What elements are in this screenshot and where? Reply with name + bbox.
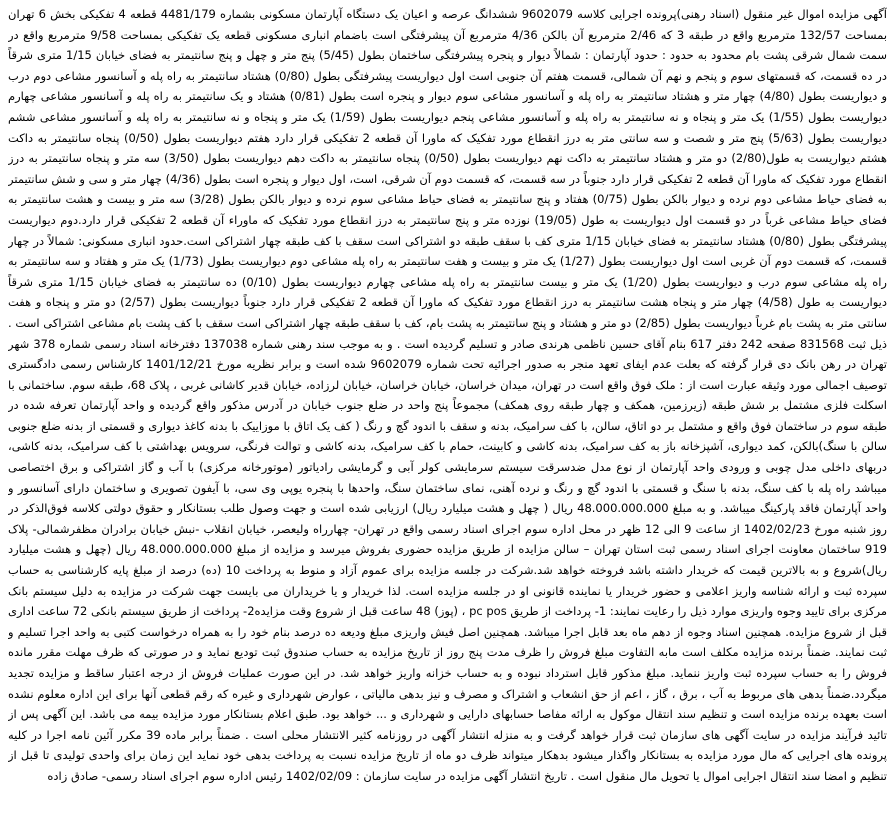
auction-notice-document	[8, 4, 887, 807]
auction-notice-text: آگهی مزایده اموال غیر منقول (اسناد رهنی)پرونده اجرایی کلاسه 9602079 ششدانگ عرصه و اعیان یک دستگاه آپارتمان مسکونی بشماره 4481/179 قطعه 4 تفکیکی بخش 6 تهران بمساحت 132/57 مترمربع واقع در طبقه 3 که 2/46 مترمربع آن بالکن 4/36 مترمربع آن پیشرفتگی است باضمام انباری مسکونی قطعه یک تفکیکی بمساحت 9/58 مترمربع واقع در سمت شمال شرقی پشت بام محدود به حدود : حدود آپارتمان : شمالاً دیوار و پنجره پیشرفتگی ساختمان بطول (5/45) پنج متر و چهل و پنج سانتیمتر به فضای خیابان 1/15 متری شرقاً در ده قسمت، که قسمتهای سوم و پنجم و نهم آن شمالی، قسمت هفتم آن جنوبی است اول دیواریست پیشرفتگی بطول (0/80) هشتاد سانتیمتر به راه پله و آسانسور مشاعی دوم درب و دیواریست بطول (4/80) چهار متر و هشتاد سانتیمتر به راه پله و آسانسور مشاعی سوم دیوار و پنجره است بطول (0/81) هشتاد و یک سانتیمتر به راه پله و آسانسور مشاعی چهارم دیواریست بطول (1/55) یک متر و پنجاه و نه سانتیمتر به راه پله و آسانسور مشاعی پنجم دیواریست بطول (1/59) یک متر و پنجاه و نه سانتیمتر به راه پله و آسانسور مشاعی ششم دیواریست بطول (5/63) پنج متر و شصت و سه سانتی متر به درز انقطاع مورد تفکیک که ماورا آن قطعه 2 تفکیکی قرار دارد هفتم دیواریست بطول (0/50) پنجاه سانتیمتر به داکت هشتم دیواریست به طول(2/80) دو متر و هشتاد سانتیمتر به داکت نهم دیواریست بطول (0/50) پنجاه سانتیمتر به داکت دهم دیواریست بطول (3/50) سه متر و پنجاه سانتیمتر به درز انقطاع مورد تفکیک که ماورا آن قطعه 2 تفکیکی قرار دارد جنوباً در سه قسمت، که قسمت دوم آن شرقی، است، اول دیوار و پنجره است بطول (4/36) چهار متر و سی و شش سانتیمتر به فضای حیاط مشاعی دوم نرده و دیوار بالکن بطول (0/75) هفتاد و پنج سانتیمتر به فضای حیاط مشاعی سوم نرده و دیوار بالکن بطول (3/28) سه متر و بیست و هشت سانتیمتر به فضای حیاط مشاعی غرباً در دو قسمت اول دیواریست به طول (19/05) نوزده متر و پنج سانتیمتر به درز انقطاع مورد تفکیک که ماوراء آن قطعه 2 تفکیکی قرار دارد.دوم دیواریست پیشرفتگی بطول (0/80) هشتاد سانتیمتر به فضای خیابان 1/15 متری کف با سقف طبقه دو اشتراکی است سقف با کف طبقه چهار اشتراکی است.حدود انباری مسکونی: شمالاً در چهار قسمت، که قسمت دوم آن غربی است اول دیواریست بطول (1/27) یک متر و بیست و هفت سانتیمتر به راه پله مشاعی دوم دیواریست بطول (1/73) یک متر و هفتاد و سه سانتیمتر به راه پله مشاعی سوم درب و دیواریست بطول (1/20) یک متر و بیست سانتیمتر به راه پله مشاعی چهارم دیواریست بطول (0/10) ده سانتیمتر به فضای خیابان 1/15 متری شرقاً دیواریست به طول (4/58) چهار متر و پنجاه هشت سانتیمتر به درز انقطاع مورد تفکیک که ماورا آن قطعه 2 تفکیکی قرار دارد جنوباً دیواریست بطول (2/57) دو متر و پنجاه و هفت سانتی متر به پشت بام غرباً دیواریست بطول (2/85) دو متر و هشتاد و پنج سانتیمتر به پشت بام، کف با سقف طبقه چهار اشتراکی است سقف با کف پشت بام مشاعی اشتراکی است . ذیل ثبت 831568 صفحه 242 دفتر 617 بنام آقای حسین ناظمی هرندی صادر و تسلیم گردیده است . و به موجب سند رهنی شماره 137038 دفترخانه اسناد رسمی شماره 378 شهر تهران در رهن بانک دی قرار گرفته که بعلت عدم ایفای تعهد منجر به صدور اجرائیه تحت شماره 9602079 شده است و برابر نظریه مورخ 1401/12/21 کارشناس رسمی دادگستری توصیف اجمالی مورد وثیقه عبارت است از : ملک فوق واقع است در تهران، میدان خراسان، خیابان خراسان، خیابان لرزاده، خیابان قدیر کاشانی غربی ، پلاک 68، طبقه سوم. ساختمانی با اسکلت فلزی مشتمل بر شش طبقه (زیرزمین، همکف و چهار طبقه روی همکف) مجموعاً پنج واحد در ضلع جنوب خیابان در آدرس مذکور واقع گردیده و واحد آپارتمان تعرفه شده در طبقه سوم در ساختمان فوق واقع و مشتمل بر دو اتاق، سالن، با کف سرامیک، بدنه و سقف با اندود گچ و رنگ ( کف یک اتاق با موزاییک با بدنه کاغذ دیواری و قسمتی از بدنه ضلع جنوبی سالن با سنگ)بالکن، کمد دیواری، آشپزخانه باز به کف سرامیک، بدنه کاشی و کابینت، حمام با کف سرامیک، بدنه کاشی و توالت فرنگی، سرویس بهداشتی با کف سرامیک، بدنه کاشی، دربهای داخلی مدل چوبی و ورودی واحد آپارتمان از نوع مدل ضدسرقت سیستم سرمایشی کولر آبی و گرمایشی رادیاتور (موتورخانه مرکزی) با آب و گاز اشتراکی و برق اختصاصی میباشد راه پله با کف سنگ، بدنه با سنگ و قسمتی با اندود گچ و رنگ و نرده آهنی، نمای ساختمان سنگ، واحدها با پنجره یوپی وی سی، با آیفون تصویری و ساختمان دارای آسانسور و واحد آپارتمان فاقد پارکینگ میباشد. و به مبلغ 48.000.000.000 ریال ( چهل و هشت میلیارد ریال) ارزیابی شده است و جهت وصول طلب بستانکار و حقوق دولتی کلاسه فوق‌الذکر در روز شنبه مورخ 1402/02/23 از ساعت 9 الی 12 ظهر در محل اداره سوم اجرای اسناد رسمی واقع در تهران- چهارراه ولیعصر، خیابان انقلاب -نبش خیابان برادران مظفرشمالی- پلاک 919 ساختمان معاونت اجرای اسناد رسمی ثبت استان تهران – سالن مزایده از طریق مزایده حضوری بفروش میرسد و مزایده از مبلغ 48.000.000.000 ریال (چهل و هشت میلیارد ریال)شروع و به بالاترین قیمت که خریدار داشته باشد فروخته خواهد شد.شرکت در جلسه مزایده برای عموم آزاد و منوط به پرداخت 10 (ده) درصد از مبلغ پایه کارشناسی به حساب سپرده ثبت و ارائه شناسه واریز اعلامی و حضور خریدار یا نماینده قانونی او در جلسه مزایده است. لذا خریدار و یا خریداران می بایست جهت شرکت در مزایده به دلیل سیستم بانک مرکزی برای تایید وجوه واریزی موارد ذیل را رعایت نمایند: 1- پرداخت از طریق pc pos ، (پوز) 48 ساعت قبل از شروع وقت مزایده2- پرداخت از طریق سیستم بانکی 72 ساعت اداری قبل از شروع مزایده. همچنین اسناد وجوه از دهم ماه بعد قابل اجرا میباشد. همچنین اصل فیش واریزی مبلغ ودیعه ده درصد بنام خود را به همراه درخواست کتبی به واحد اجرا تسلیم و ثبت نمایند. ضمناً برنده مزایده مکلف است مابه التفاوت مبلغ فروش را ظرف مدت پنج روز از تاریخ مزایده به حساب صندوق ثبت تودیع نماید و در صورتی که ظرف مهلت مقرر مانده فروش را به حساب سپرده ثبت واریز ننماید. مبلغ مذکور قابل استرداد نبوده و به حساب خزانه واریز خواهد شد. در این صورت عملیات فروش از درجه اعتبار ساقط و مزایده تجدید میگردد.ضمناً بدهی های مربوط به آب ، برق ، گاز ، اعم از حق انشعاب و اشتراک و مصرف و نیز بدهی مالیاتی ، عوارض شهرداری و غیره که رقم قطعی آنها برای این اداره معلوم نشده است بعهده برنده مزایده است و تنظیم سند انتقال موکول به ارائه مفاصا حسابهای دارایی و شهرداری و ... خواهد بود. طبق اعلام بستانکار مورد مزایده بیمه می باشد. این آگهی پس از تائید فرآیند مزایده در سایت آگهی های سازمان ثبت قرار خواهد گرفت و به منزله انتشار آگهی در روزنامه کثیر الانتشار محلی است . ضمناً برابر ماده 39 مکرر آئین نامه اجرا در کلیه پرونده های اجرایی که مال مورد مزایده به بستانکار واگذار میشود بدهکار میتواند ظرف دو ماه از تاریخ مزایده نسبت به پرداخت بدهی خود نماید این زمان برای واحدی تولیدی تا قبل از تنظیم و امضا سند انتقال اجرایی اموال یا تحویل مال منقول است . تاریخ انتشار آگهی مزایده در سایت سازمان : 1402/02/09 رئیس اداره سوم اجرای اسناد رسمی- صادق زاده	[8, 7, 887, 783]
